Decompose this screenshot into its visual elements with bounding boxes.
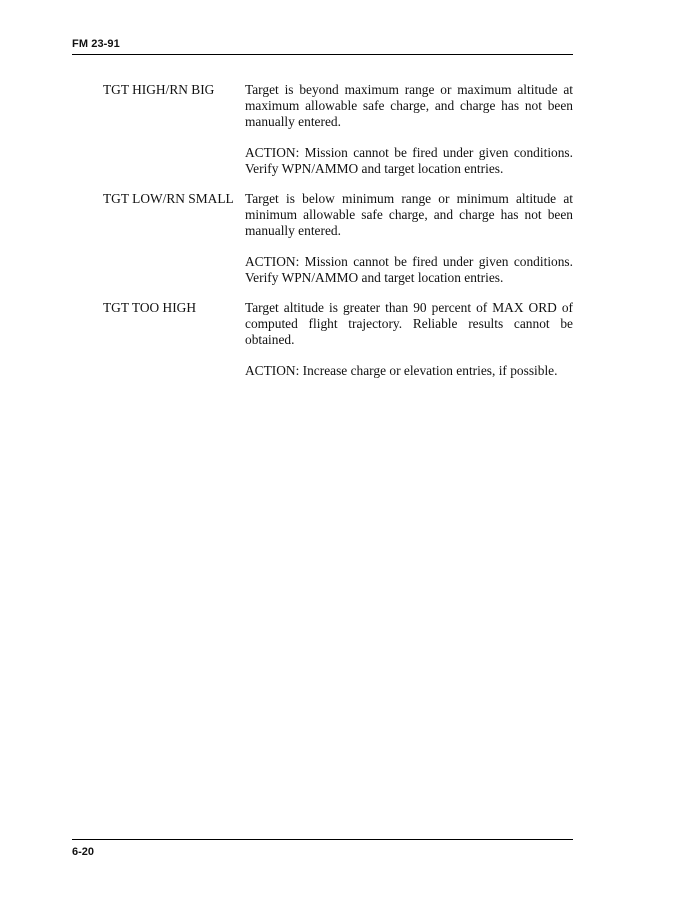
error-description: Target altitude is greater than 90 percent of MAX ORD of computed flight trajectory. Reliable results cannot be obtained. (245, 300, 573, 347)
error-message-list (103, 82, 573, 393)
error-definition (245, 191, 573, 286)
error-term: TGT TOO HIGH (103, 300, 196, 315)
error-definition (245, 300, 573, 379)
error-entry (103, 82, 573, 177)
error-description: Target is beyond maximum range or maximum altitude at maximum allowable safe charge, and charge has not been manually entered. (245, 82, 573, 129)
error-action: ACTION: Mission cannot be fired under given conditions. Verify WPN/AMMO and target location entries. (245, 254, 573, 285)
error-action: ACTION: Mission cannot be fired under given conditions. Verify WPN/AMMO and target location entries. (245, 145, 573, 176)
error-entry (103, 300, 573, 379)
error-entry (103, 191, 573, 286)
error-term: TGT HIGH/RN BIG (103, 82, 215, 97)
error-definition (245, 82, 573, 177)
page-number: 6-20 (72, 846, 95, 858)
error-term: TGT LOW/RN SMALL (103, 191, 234, 206)
error-description: Target is below minimum range or minimum altitude at minimum allowable safe charge, and charge has not been manually entered. (245, 191, 573, 238)
footer-rule (72, 839, 573, 840)
document-id-header: FM 23-91 (72, 38, 120, 50)
error-action: ACTION: Increase charge or elevation entries, if possible. (245, 363, 558, 378)
header-rule (72, 54, 573, 55)
